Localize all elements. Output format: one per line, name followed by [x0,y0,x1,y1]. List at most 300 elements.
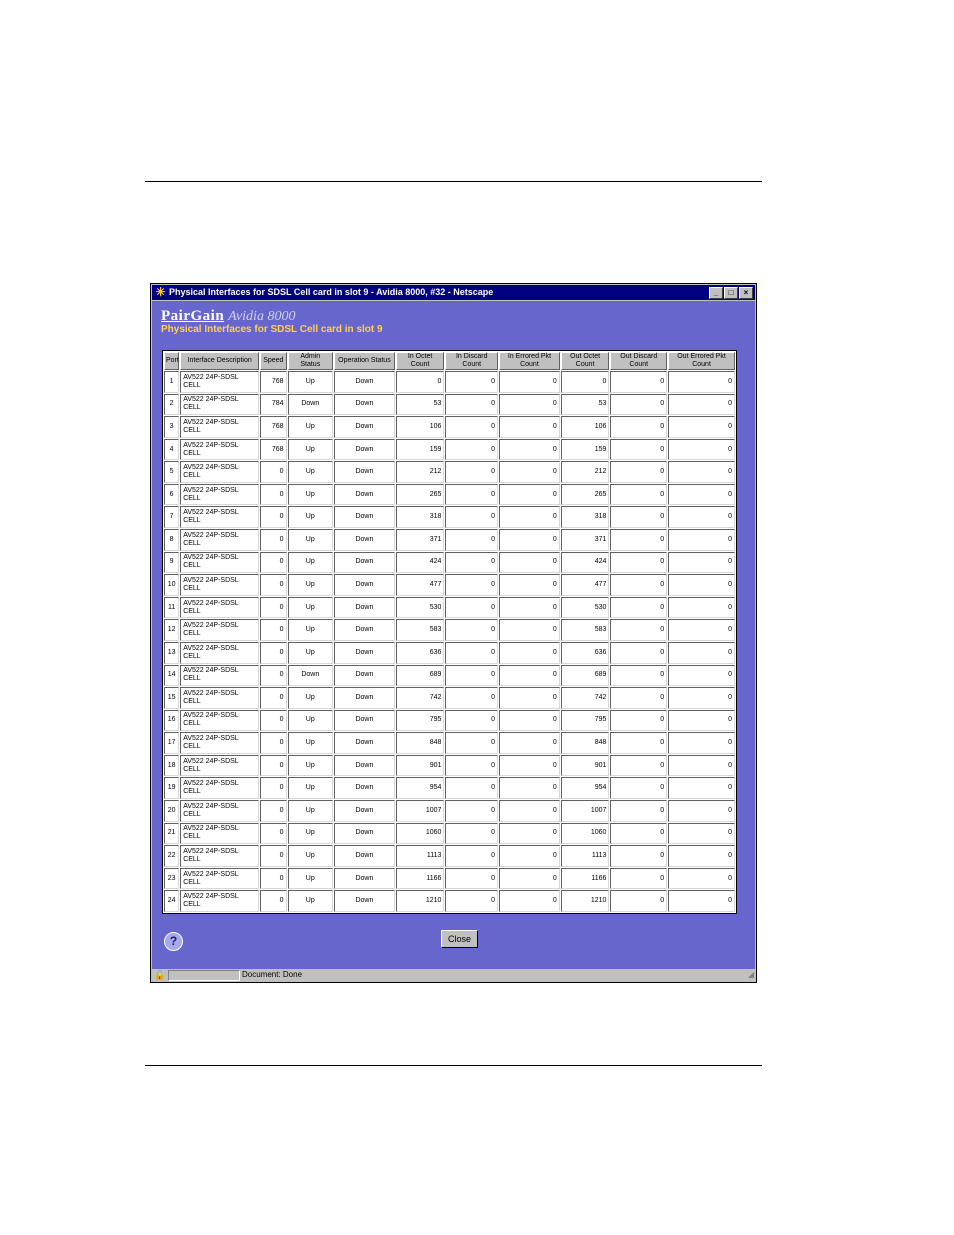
cell-operation-status: Down [334,665,395,687]
cell-port: 11 [164,597,179,619]
column-header-interface-description: Interface Description [180,352,259,370]
page-content [152,301,755,969]
cell-out-octet-count: 1060 [561,823,610,845]
table-row [164,890,735,912]
page-top-rule [145,181,762,182]
cell-admin-status: Down [288,665,334,687]
cell-in-errored-pkt-count: 0 [499,777,560,799]
cell-in-errored-pkt-count: 0 [499,597,560,619]
cell-admin-status: Up [288,800,334,822]
cell-out-discard-count: 0 [610,710,667,732]
cell-admin-status: Up [288,529,334,551]
cell-speed: 0 [260,710,286,732]
cell-port: 22 [164,845,179,867]
cell-in-octet-count: 689 [396,665,445,687]
cell-admin-status: Up [288,439,334,461]
cell-admin-status: Up [288,823,334,845]
cell-interface-description: AV522 24P-SDSL CELL [180,416,259,438]
cell-out-octet-count: 1166 [561,868,610,890]
cell-admin-status: Up [288,574,334,596]
cell-operation-status: Down [334,687,395,709]
cell-operation-status: Down [334,710,395,732]
cell-speed: 0 [260,800,286,822]
cell-interface-description: AV522 24P-SDSL CELL [180,642,259,664]
cell-interface-description: AV522 24P-SDSL CELL [180,394,259,416]
column-header-in-errored-pkt-count: In Errored Pkt Count [499,352,560,370]
cell-out-errored-pkt-count: 0 [668,597,735,619]
minimize-button[interactable]: _ [709,287,723,299]
cell-in-discard-count: 0 [445,484,498,506]
cell-out-discard-count: 0 [610,823,667,845]
cell-out-errored-pkt-count: 0 [668,619,735,641]
cell-in-discard-count: 0 [445,394,498,416]
cell-in-octet-count: 424 [396,552,445,574]
cell-in-errored-pkt-count: 0 [499,439,560,461]
browser-window [150,283,757,983]
cell-out-octet-count: 848 [561,732,610,754]
interfaces-table-container [162,350,737,914]
cell-out-errored-pkt-count: 0 [668,371,735,393]
cell-speed: 0 [260,506,286,528]
cell-out-octet-count: 1007 [561,800,610,822]
cell-out-octet-count: 901 [561,755,610,777]
cell-speed: 768 [260,416,286,438]
cell-admin-status: Up [288,461,334,483]
cell-in-octet-count: 1210 [396,890,445,912]
table-row [164,710,735,732]
cell-in-discard-count: 0 [445,665,498,687]
interfaces-table [163,351,736,913]
cell-operation-status: Down [334,439,395,461]
table-body [164,371,735,912]
cell-in-octet-count: 583 [396,619,445,641]
cell-port: 10 [164,574,179,596]
cell-out-errored-pkt-count: 0 [668,506,735,528]
cell-port: 16 [164,710,179,732]
cell-out-discard-count: 0 [610,800,667,822]
cell-out-octet-count: 583 [561,619,610,641]
cell-speed: 0 [260,665,286,687]
cell-in-discard-count: 0 [445,642,498,664]
cell-speed: 0 [260,552,286,574]
cell-port: 12 [164,619,179,641]
cell-speed: 0 [260,868,286,890]
cell-out-errored-pkt-count: 0 [668,665,735,687]
cell-operation-status: Down [334,868,395,890]
cell-out-octet-count: 795 [561,710,610,732]
close-window-button[interactable]: × [739,287,753,299]
table-row [164,461,735,483]
cell-out-errored-pkt-count: 0 [668,394,735,416]
cell-in-octet-count: 212 [396,461,445,483]
column-header-out-errored-pkt-count: Out Errored Pkt Count [668,352,735,370]
cell-in-discard-count: 0 [445,529,498,551]
cell-in-discard-count: 0 [445,732,498,754]
table-row [164,597,735,619]
cell-admin-status: Up [288,777,334,799]
cell-interface-description: AV522 24P-SDSL CELL [180,890,259,912]
cell-interface-description: AV522 24P-SDSL CELL [180,823,259,845]
cell-in-errored-pkt-count: 0 [499,574,560,596]
cell-in-errored-pkt-count: 0 [499,552,560,574]
cell-out-octet-count: 1210 [561,890,610,912]
cell-in-octet-count: 265 [396,484,445,506]
cell-out-octet-count: 159 [561,439,610,461]
cell-in-errored-pkt-count: 0 [499,868,560,890]
cell-out-discard-count: 0 [610,552,667,574]
cell-operation-status: Down [334,777,395,799]
title-bar[interactable] [152,285,755,300]
cell-admin-status: Up [288,687,334,709]
cell-in-discard-count: 0 [445,777,498,799]
cell-out-errored-pkt-count: 0 [668,529,735,551]
cell-out-octet-count: 0 [561,371,610,393]
cell-in-errored-pkt-count: 0 [499,484,560,506]
table-row [164,529,735,551]
cell-out-octet-count: 636 [561,642,610,664]
table-row [164,552,735,574]
cell-speed: 0 [260,845,286,867]
cell-in-errored-pkt-count: 0 [499,732,560,754]
cell-in-discard-count: 0 [445,823,498,845]
cell-port: 4 [164,439,179,461]
table-row [164,845,735,867]
cell-out-discard-count: 0 [610,484,667,506]
table-header-row [164,352,735,370]
cell-in-discard-count: 0 [445,461,498,483]
cell-in-octet-count: 848 [396,732,445,754]
cell-in-discard-count: 0 [445,800,498,822]
column-header-admin-status: Admin Status [288,352,334,370]
cell-port: 24 [164,890,179,912]
cell-in-errored-pkt-count: 0 [499,845,560,867]
cell-in-octet-count: 1113 [396,845,445,867]
cell-in-octet-count: 477 [396,574,445,596]
cell-in-errored-pkt-count: 0 [499,642,560,664]
cell-in-errored-pkt-count: 0 [499,529,560,551]
cell-admin-status: Up [288,552,334,574]
cell-out-octet-count: 530 [561,597,610,619]
cell-in-errored-pkt-count: 0 [499,665,560,687]
cell-interface-description: AV522 24P-SDSL CELL [180,461,259,483]
cell-out-errored-pkt-count: 0 [668,439,735,461]
cell-in-octet-count: 530 [396,597,445,619]
company-name: PairGain [161,308,225,324]
cell-in-discard-count: 0 [445,416,498,438]
cell-operation-status: Down [334,574,395,596]
cell-speed: 0 [260,529,286,551]
table-row [164,416,735,438]
cell-out-errored-pkt-count: 0 [668,777,735,799]
table-row [164,823,735,845]
cell-speed: 768 [260,439,286,461]
close-button[interactable]: Close [441,930,478,948]
window-title: Physical Interfaces for SDSL Cell card in slot 9 - Avidia 8000, #32 - Netscape [169,287,494,297]
cell-operation-status: Down [334,755,395,777]
cell-interface-description: AV522 24P-SDSL CELL [180,529,259,551]
resize-grip-icon[interactable]: ◢ [747,970,754,979]
cell-in-discard-count: 0 [445,371,498,393]
cell-speed: 0 [260,484,286,506]
cell-out-discard-count: 0 [610,574,667,596]
cell-operation-status: Down [334,823,395,845]
cell-operation-status: Down [334,484,395,506]
cell-operation-status: Down [334,732,395,754]
cell-in-discard-count: 0 [445,574,498,596]
netscape-icon: ✳ [155,285,166,299]
table-row [164,800,735,822]
cell-in-octet-count: 954 [396,777,445,799]
cell-operation-status: Down [334,890,395,912]
cell-out-discard-count: 0 [610,416,667,438]
cell-in-errored-pkt-count: 0 [499,755,560,777]
cell-speed: 784 [260,394,286,416]
cell-port: 20 [164,800,179,822]
cell-in-errored-pkt-count: 0 [499,800,560,822]
cell-in-errored-pkt-count: 0 [499,687,560,709]
table-row [164,868,735,890]
cell-port: 17 [164,732,179,754]
cell-admin-status: Up [288,619,334,641]
cell-port: 15 [164,687,179,709]
cell-in-discard-count: 0 [445,552,498,574]
cell-out-discard-count: 0 [610,506,667,528]
window-controls [708,287,753,298]
page-bottom-rule [145,1065,762,1066]
cell-in-errored-pkt-count: 0 [499,823,560,845]
column-header-in-octet-count: In Octet Count [396,352,445,370]
cell-out-discard-count: 0 [610,371,667,393]
cell-speed: 0 [260,823,286,845]
cell-out-errored-pkt-count: 0 [668,845,735,867]
cell-admin-status: Up [288,890,334,912]
cell-interface-description: AV522 24P-SDSL CELL [180,552,259,574]
cell-out-discard-count: 0 [610,665,667,687]
cell-out-octet-count: 265 [561,484,610,506]
cell-out-discard-count: 0 [610,777,667,799]
cell-operation-status: Down [334,394,395,416]
cell-operation-status: Down [334,800,395,822]
table-row [164,619,735,641]
security-lock-icon[interactable]: 🔓 [154,970,166,980]
table-row [164,777,735,799]
cell-out-errored-pkt-count: 0 [668,574,735,596]
cell-admin-status: Up [288,416,334,438]
column-header-out-octet-count: Out Octet Count [561,352,610,370]
cell-in-discard-count: 0 [445,687,498,709]
cell-in-discard-count: 0 [445,868,498,890]
cell-operation-status: Down [334,597,395,619]
cell-port: 9 [164,552,179,574]
cell-interface-description: AV522 24P-SDSL CELL [180,755,259,777]
cell-out-discard-count: 0 [610,529,667,551]
status-progress-cell [168,970,240,981]
cell-out-octet-count: 689 [561,665,610,687]
cell-out-errored-pkt-count: 0 [668,890,735,912]
cell-in-octet-count: 0 [396,371,445,393]
table-row [164,687,735,709]
cell-out-discard-count: 0 [610,439,667,461]
status-bar [152,969,755,981]
cell-admin-status: Up [288,845,334,867]
cell-port: 23 [164,868,179,890]
cell-interface-description: AV522 24P-SDSL CELL [180,484,259,506]
cell-admin-status: Up [288,710,334,732]
cell-in-errored-pkt-count: 0 [499,710,560,732]
cell-out-discard-count: 0 [610,597,667,619]
column-header-speed: Speed [260,352,286,370]
cell-in-octet-count: 1166 [396,868,445,890]
cell-out-discard-count: 0 [610,687,667,709]
cell-out-octet-count: 742 [561,687,610,709]
cell-in-errored-pkt-count: 0 [499,890,560,912]
cell-out-octet-count: 53 [561,394,610,416]
table-row [164,394,735,416]
cell-speed: 0 [260,755,286,777]
cell-out-errored-pkt-count: 0 [668,755,735,777]
table-row [164,439,735,461]
cell-in-errored-pkt-count: 0 [499,394,560,416]
cell-admin-status: Up [288,755,334,777]
cell-operation-status: Down [334,619,395,641]
cell-interface-description: AV522 24P-SDSL CELL [180,574,259,596]
column-header-port: Port [164,352,179,370]
cell-in-octet-count: 106 [396,416,445,438]
cell-in-discard-count: 0 [445,755,498,777]
cell-interface-description: AV522 24P-SDSL CELL [180,619,259,641]
cell-admin-status: Up [288,732,334,754]
cell-admin-status: Up [288,868,334,890]
cell-in-octet-count: 1060 [396,823,445,845]
cell-in-discard-count: 0 [445,597,498,619]
table-row [164,755,735,777]
cell-out-octet-count: 318 [561,506,610,528]
cell-interface-description: AV522 24P-SDSL CELL [180,732,259,754]
table-row [164,484,735,506]
cell-in-discard-count: 0 [445,845,498,867]
cell-in-discard-count: 0 [445,439,498,461]
cell-admin-status: Up [288,642,334,664]
cell-in-octet-count: 159 [396,439,445,461]
cell-in-errored-pkt-count: 0 [499,371,560,393]
cell-in-discard-count: 0 [445,619,498,641]
cell-out-errored-pkt-count: 0 [668,710,735,732]
cell-in-octet-count: 795 [396,710,445,732]
cell-interface-description: AV522 24P-SDSL CELL [180,597,259,619]
cell-in-errored-pkt-count: 0 [499,416,560,438]
cell-operation-status: Down [334,845,395,867]
cell-out-errored-pkt-count: 0 [668,461,735,483]
cell-out-octet-count: 371 [561,529,610,551]
cell-interface-description: AV522 24P-SDSL CELL [180,800,259,822]
column-header-out-discard-count: Out Discard Count [610,352,667,370]
cell-out-octet-count: 1113 [561,845,610,867]
cell-speed: 0 [260,732,286,754]
cell-out-errored-pkt-count: 0 [668,732,735,754]
cell-out-discard-count: 0 [610,732,667,754]
cell-speed: 0 [260,597,286,619]
cell-out-discard-count: 0 [610,755,667,777]
cell-operation-status: Down [334,642,395,664]
cell-out-discard-count: 0 [610,868,667,890]
cell-out-octet-count: 106 [561,416,610,438]
cell-in-errored-pkt-count: 0 [499,461,560,483]
cell-out-octet-count: 954 [561,777,610,799]
cell-admin-status: Down [288,394,334,416]
cell-interface-description: AV522 24P-SDSL CELL [180,845,259,867]
cell-in-octet-count: 1007 [396,800,445,822]
cell-operation-status: Down [334,529,395,551]
cell-in-octet-count: 371 [396,529,445,551]
cell-in-errored-pkt-count: 0 [499,506,560,528]
cell-interface-description: AV522 24P-SDSL CELL [180,868,259,890]
cell-speed: 0 [260,574,286,596]
cell-interface-description: AV522 24P-SDSL CELL [180,439,259,461]
cell-out-errored-pkt-count: 0 [668,416,735,438]
status-text: Document: Done [242,970,303,979]
cell-port: 14 [164,665,179,687]
cell-port: 7 [164,506,179,528]
cell-in-octet-count: 636 [396,642,445,664]
cell-in-discard-count: 0 [445,890,498,912]
cell-speed: 768 [260,371,286,393]
cell-speed: 0 [260,461,286,483]
table-row [164,732,735,754]
cell-out-errored-pkt-count: 0 [668,484,735,506]
cell-operation-status: Down [334,552,395,574]
cell-interface-description: AV522 24P-SDSL CELL [180,371,259,393]
cell-admin-status: Up [288,597,334,619]
cell-speed: 0 [260,890,286,912]
cell-speed: 0 [260,777,286,799]
cell-out-discard-count: 0 [610,890,667,912]
column-header-operation-status: Operation Status [334,352,395,370]
column-header-in-discard-count: In Discard Count [445,352,498,370]
cell-speed: 0 [260,642,286,664]
cell-operation-status: Down [334,506,395,528]
cell-interface-description: AV522 24P-SDSL CELL [180,665,259,687]
cell-out-discard-count: 0 [610,394,667,416]
help-icon[interactable]: ? [164,932,183,951]
cell-in-octet-count: 53 [396,394,445,416]
cell-port: 18 [164,755,179,777]
cell-out-discard-count: 0 [610,461,667,483]
cell-in-octet-count: 318 [396,506,445,528]
cell-port: 2 [164,394,179,416]
cell-admin-status: Up [288,506,334,528]
cell-interface-description: AV522 24P-SDSL CELL [180,777,259,799]
cell-out-errored-pkt-count: 0 [668,552,735,574]
cell-port: 13 [164,642,179,664]
cell-speed: 0 [260,619,286,641]
cell-operation-status: Down [334,371,395,393]
cell-in-octet-count: 742 [396,687,445,709]
table-row [164,574,735,596]
page-subtitle: Physical Interfaces for SDSL Cell card in slot 9 [161,324,383,335]
cell-admin-status: Up [288,371,334,393]
cell-port: 8 [164,529,179,551]
cell-out-octet-count: 477 [561,574,610,596]
cell-in-discard-count: 0 [445,506,498,528]
cell-port: 1 [164,371,179,393]
maximize-button[interactable]: □ [724,287,738,299]
cell-interface-description: AV522 24P-SDSL CELL [180,506,259,528]
cell-admin-status: Up [288,484,334,506]
cell-out-errored-pkt-count: 0 [668,800,735,822]
cell-port: 21 [164,823,179,845]
brand-logo [161,307,295,323]
table-row [164,665,735,687]
